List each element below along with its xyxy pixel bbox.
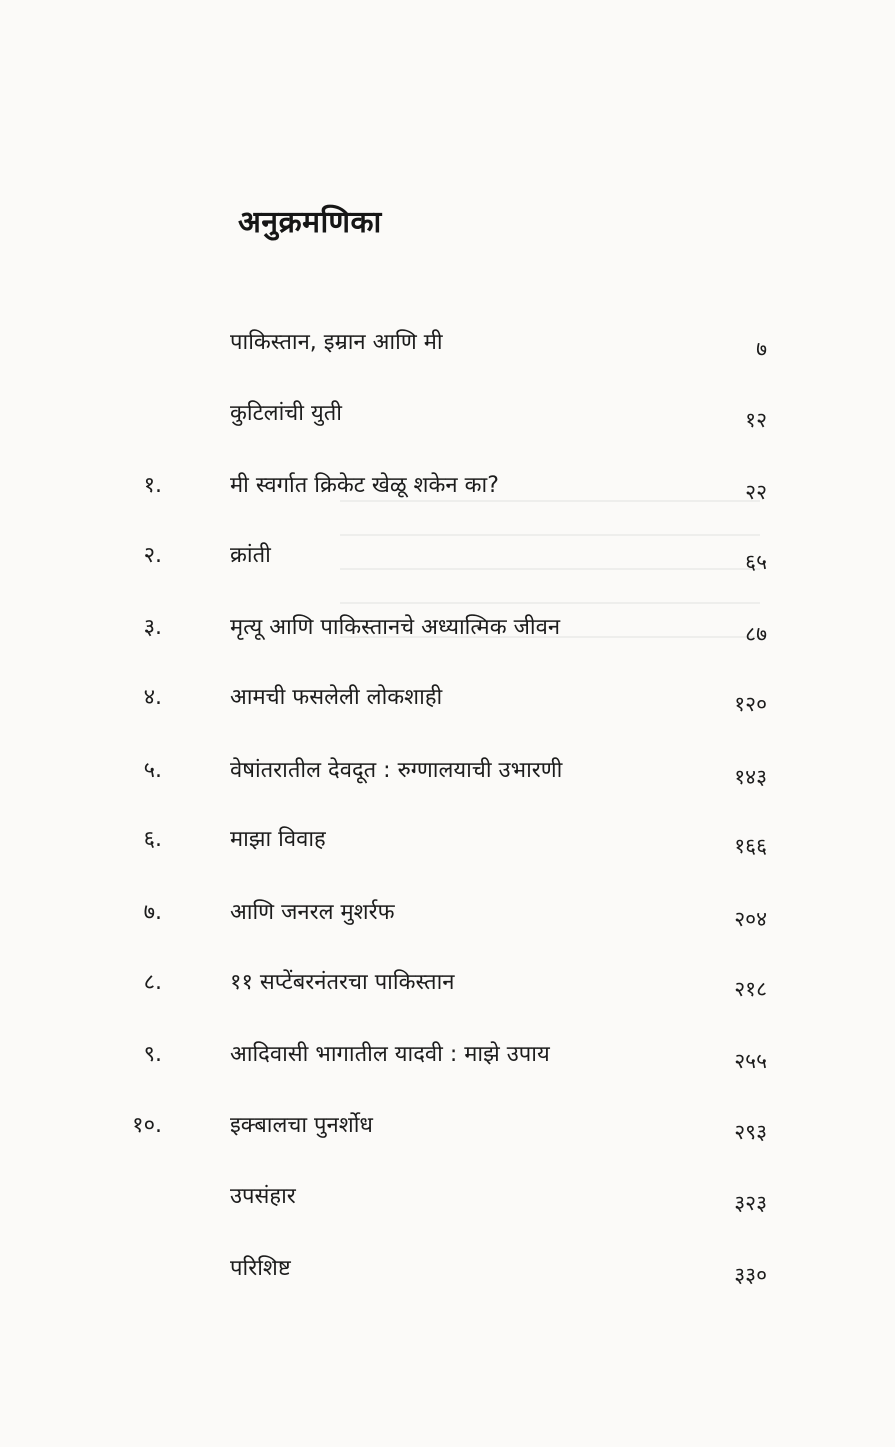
page-number: २५५: [734, 1049, 767, 1073]
page-number: २२: [745, 480, 767, 504]
chapter-title: वेषांतरातील देवदूत : रुग्णालयाची उभारणी: [230, 758, 563, 783]
page-title: अनुक्रमणिका: [238, 205, 382, 240]
chapter-title: परिशिष्ट: [230, 1256, 291, 1281]
chapter-title: मृत्यू आणि पाकिस्तानचे अध्यात्मिक जीवन: [230, 615, 561, 640]
chapter-title: आणि जनरल मुशर्रफ: [230, 900, 395, 925]
toc-entry: [0, 394, 895, 438]
chapter-number: १०.: [132, 1113, 162, 1138]
page-number: २९३: [734, 1120, 767, 1144]
toc-entry: [0, 963, 895, 1007]
page-number: १६६: [734, 834, 767, 858]
toc-entry: [0, 1177, 895, 1221]
toc-entry: [0, 1249, 895, 1293]
chapter-title: उपसंहार: [230, 1184, 296, 1209]
page-number: १२: [745, 408, 767, 432]
toc-entry: [0, 820, 895, 864]
toc-entry: [0, 893, 895, 937]
chapter-title: मी स्वर्गात क्रिकेट खेळू शकेन का?: [230, 473, 499, 498]
page-number: २१८: [734, 977, 767, 1001]
page-number: ३३०: [734, 1263, 767, 1287]
chapter-title: आदिवासी भागातील यादवी : माझे उपाय: [230, 1042, 550, 1067]
chapter-title: क्रांती: [230, 543, 271, 568]
page-number: १२०: [734, 692, 767, 716]
chapter-number: ५.: [143, 758, 162, 783]
chapter-number: ६.: [143, 827, 162, 852]
page-number: १४३: [734, 765, 767, 789]
chapter-title: माझा विवाह: [230, 827, 326, 852]
chapter-number: २.: [143, 543, 162, 568]
toc-entry: [0, 1035, 895, 1079]
page-number: ७: [756, 337, 767, 361]
chapter-number: ७.: [143, 900, 162, 925]
chapter-number: १.: [143, 473, 162, 498]
chapter-number: ३.: [143, 615, 162, 640]
chapter-title: इक्बालचा पुनर्शोध: [230, 1113, 373, 1138]
chapter-title: पाकिस्तान, इम्रान आणि मी: [230, 330, 443, 355]
toc-entry: [0, 1106, 895, 1150]
toc-entry: [0, 751, 895, 795]
chapter-title: कुटिलांची युती: [230, 401, 342, 426]
toc-entry: [0, 536, 895, 580]
chapter-number: ९.: [143, 1042, 162, 1067]
chapter-number: ४.: [143, 685, 162, 710]
chapter-title: आमची फसलेली लोकशाही: [230, 685, 443, 710]
page-number: ८७: [745, 622, 767, 646]
chapter-number: ८.: [143, 970, 162, 995]
page-number: ६५: [745, 550, 767, 574]
toc-entry: [0, 678, 895, 722]
toc-entry: [0, 466, 895, 510]
toc-entry: [0, 608, 895, 652]
page-number: २०४: [734, 907, 767, 931]
toc-entry: [0, 323, 895, 367]
page-number: ३२३: [734, 1191, 767, 1215]
chapter-title: ११ सप्टेंबरनंतरचा पाकिस्तान: [230, 970, 455, 995]
